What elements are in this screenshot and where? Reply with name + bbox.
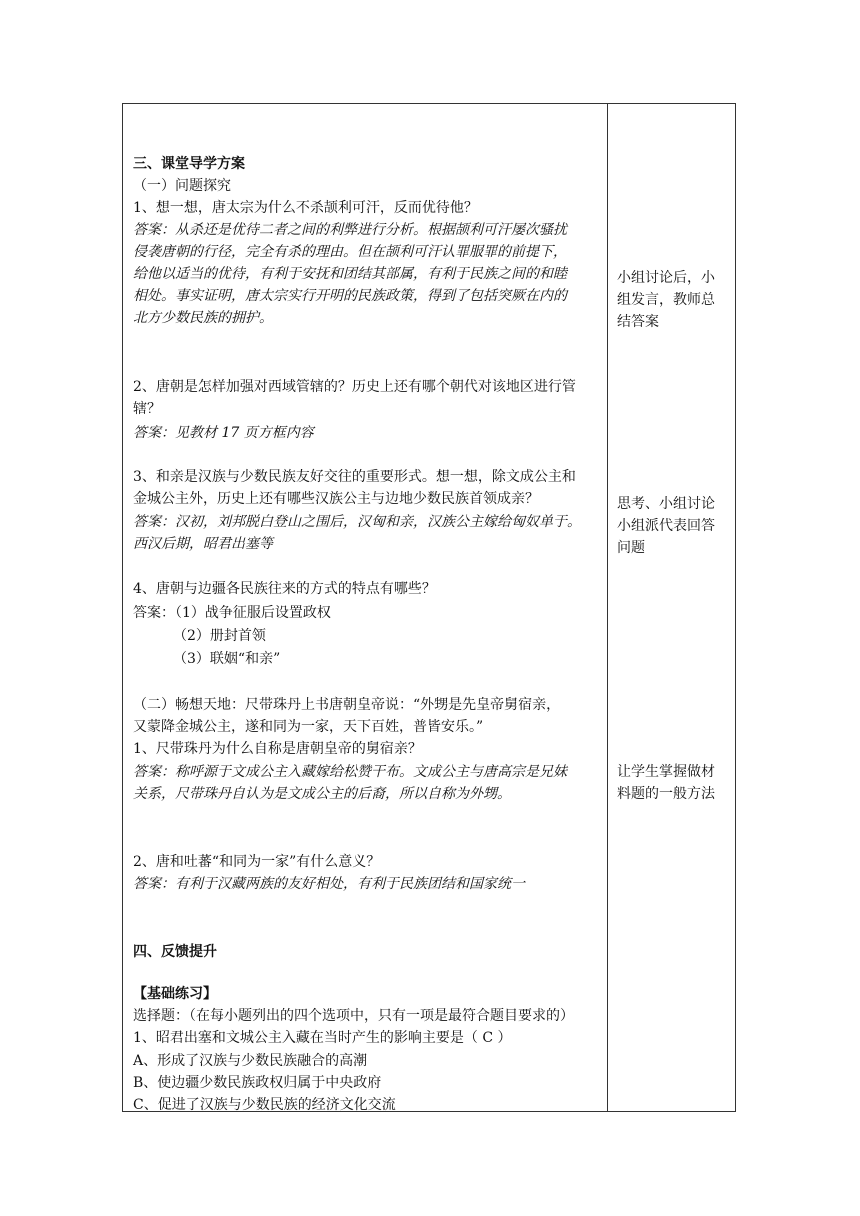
q2-question-line: 辖？ bbox=[133, 401, 161, 417]
mc-option: B、使边疆少数民族政权归属于中央政府 bbox=[133, 1075, 382, 1091]
side-note-line: 小组讨论后，小 bbox=[617, 270, 715, 286]
q3-answer-line: 西汉后期，昭君出塞等 bbox=[133, 536, 273, 552]
sub2-a2: 答案：有利于汉藏两族的友好相处，有利于民族团结和国家统一 bbox=[133, 876, 525, 892]
mc-question: 1、昭君出塞和文城公主入藏在当时产生的影响主要是（ C ） bbox=[133, 1030, 512, 1046]
q2-answer: 答案：见教材 17 页方框内容 bbox=[133, 425, 314, 441]
q3-question-line: 3、和亲是汉族与少数民族友好交往的重要形式。想一想，除文成公主和 bbox=[133, 469, 576, 485]
side-note-line: 小组派代表回答 bbox=[617, 518, 715, 534]
sub2-intro-line: 又蒙降金城公主，遂和同为一家，天下百姓，普皆安乐。” bbox=[133, 719, 484, 735]
side-note-line: 思考、小组讨论 bbox=[617, 496, 715, 512]
side-note-line: 结答案 bbox=[617, 314, 659, 330]
side-note-line: 组发言，教师总 bbox=[617, 292, 715, 308]
q2-question-line: 2、唐朝是怎样加强对西域管辖的？历史上还有哪个朝代对该地区进行管 bbox=[133, 379, 576, 395]
section4-title: 四、反馈提升 bbox=[133, 944, 217, 960]
q4-answer-point: 答案：（1）战争征服后设置政权 bbox=[133, 605, 331, 621]
column-divider bbox=[607, 104, 608, 1111]
q4-answer-point: （3）联姻“和亲” bbox=[173, 651, 281, 667]
lesson-plan-table bbox=[122, 103, 736, 1112]
side-note-line: 料题的一般方法 bbox=[617, 786, 715, 802]
mc-option: C、促进了汉族与少数民族的经济文化交流 bbox=[133, 1097, 396, 1113]
sub2-q1: 1、尺带珠丹为什么自称是唐朝皇帝的舅宿亲？ bbox=[133, 741, 422, 757]
sub2-intro-line: （二）畅想天地：尺带珠丹上书唐朝皇帝说：“外甥是先皇帝舅宿亲， bbox=[133, 697, 561, 713]
q1-answer-line: 北方少数民族的拥护。 bbox=[133, 310, 273, 326]
mc-option: A、形成了汉族与少数民族融合的高潮 bbox=[133, 1053, 368, 1069]
q4-answer-point: （2）册封首领 bbox=[173, 628, 266, 644]
basic-practice-title: 【基础练习】 bbox=[133, 986, 217, 1002]
sub2-q2: 2、唐和吐蕃“和同为一家”有什么意义？ bbox=[133, 854, 381, 870]
q1-answer-line: 相处。事实证明，唐太宗实行开明的民族政策，得到了包括突厥在内的 bbox=[133, 288, 567, 304]
choice-intro: 选择题：（在每小题列出的四个选项中，只有一项是最符合题目要求的） bbox=[133, 1008, 574, 1024]
q4-question: 4、唐朝与边疆各民族往来的方式的特点有哪些？ bbox=[133, 581, 436, 597]
q1-question: 1、想一想，唐太宗为什么不杀颉利可汗，反而优待他？ bbox=[133, 200, 478, 216]
section3-title: 三、课堂导学方案 bbox=[133, 156, 245, 172]
q1-answer-line: 给他以适当的优待，有利于安抚和团结其部属，有利于民族之间的和睦 bbox=[133, 266, 567, 282]
sub2-a1-line: 关系，尺带珠丹自认为是文成公主的后裔，所以自称为外甥。 bbox=[133, 786, 511, 802]
q3-question-line: 金城公主外，历史上还有哪些汉族公主与边地少数民族首领成亲？ bbox=[133, 491, 539, 507]
side-note-line: 让学生掌握做材 bbox=[617, 764, 715, 780]
q1-answer-line: 侵袭唐朝的行径，完全有杀的理由。但在颉利可汗认罪服罪的前提下， bbox=[133, 244, 567, 260]
sub1-title: （一）问题探究 bbox=[133, 178, 231, 194]
q3-answer-line: 答案：汉初，刘邦脱白登山之围后，汉匈和亲，汉族公主嫁给匈奴单于。 bbox=[133, 514, 581, 530]
q1-answer-line: 答案：从杀还是优待二者之间的利弊进行分析。根据颉利可汗屡次骚扰 bbox=[133, 222, 567, 238]
side-note-line: 问题 bbox=[617, 540, 645, 556]
sub2-a1-line: 答案：称呼源于文成公主入藏嫁给松赞干布。文成公主与唐高宗是兄妹 bbox=[133, 764, 567, 780]
